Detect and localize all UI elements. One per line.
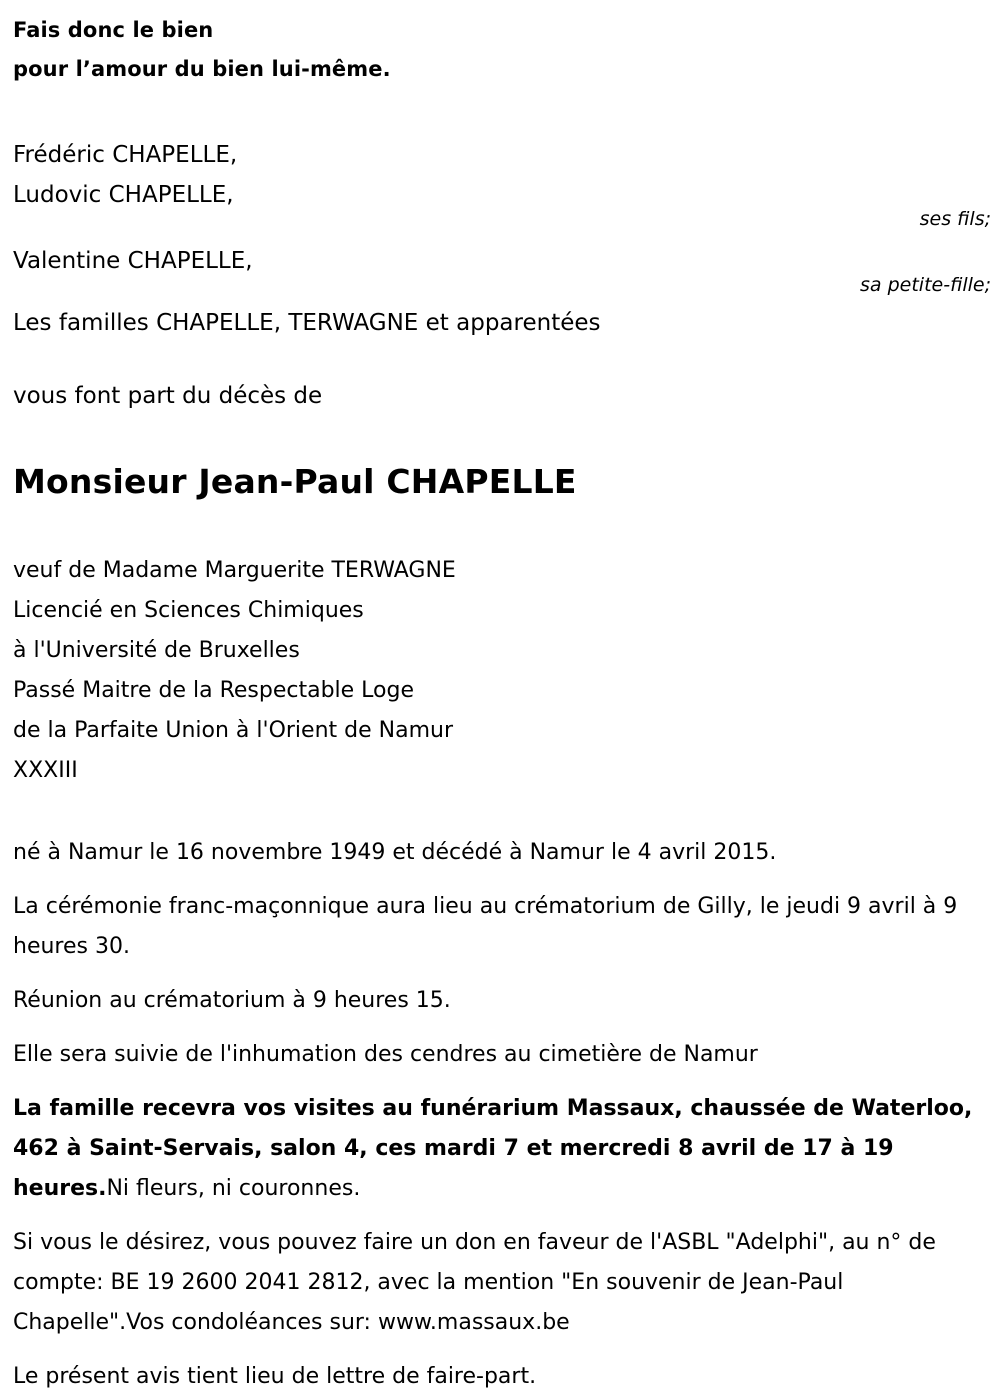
- closing-paragraph: Le présent avis tient lieu de lettre de faire-part.: [13, 1364, 537, 1389]
- biography-line-lodge-name: de la Parfaite Union à l'Orient de Namur: [13, 718, 453, 743]
- no-flowers-text: Ni fleurs, ni couronnes.: [106, 1176, 361, 1201]
- burial-paragraph: Elle sera suivie de l'inhumation des cendres au cimetière de Namur: [13, 1042, 758, 1067]
- biography-line-widower: veuf de Madame Marguerite TERWAGNE: [13, 558, 456, 583]
- deceased-name: Monsieur Jean-Paul CHAPELLE: [13, 462, 577, 501]
- survivors-block: [0, 138, 1000, 296]
- survivor-name-frederic: Frédéric CHAPELLE,: [13, 142, 238, 168]
- survivor-row-frederic: [0, 138, 1000, 178]
- survivor-row-ludovic: [0, 178, 1000, 230]
- survivor-name-valentine: Valentine CHAPELLE,: [13, 248, 253, 274]
- families-line: Les familles CHAPELLE, TERWAGNE et apparentées: [13, 310, 601, 336]
- gathering-paragraph: Réunion au crématorium à 9 heures 15.: [13, 988, 451, 1013]
- details-block: [13, 833, 981, 1397]
- biography-line-degree: Licencié en Sciences Chimiques: [13, 598, 364, 623]
- epigraph: [13, 11, 913, 89]
- announcement-intro: vous font part du décès de: [13, 383, 323, 409]
- biography-line-university: à l'Université de Bruxelles: [13, 638, 300, 663]
- survivor-relation-granddaughter: sa petite-fille;: [860, 274, 991, 296]
- survivor-relation-sons: ses fils;: [919, 208, 991, 230]
- epigraph-line-2: pour l’amour du bien lui-même.: [13, 57, 391, 81]
- biography-block: [13, 551, 913, 791]
- epigraph-line-1: Fais donc le bien: [13, 18, 214, 42]
- survivor-name-ludovic: Ludovic CHAPELLE,: [13, 182, 234, 208]
- visits-paragraph: [13, 1089, 981, 1209]
- biography-line-lodge-title: Passé Maitre de la Respectable Loge: [13, 678, 415, 703]
- biography-line-degree-rank: XXXIII: [13, 758, 78, 783]
- ceremony-paragraph: La cérémonie franc-maçonnique aura lieu au crématorium de Gilly, le jeudi 9 avril à 9 heures 30.: [13, 894, 958, 959]
- survivor-row-valentine: [0, 244, 1000, 296]
- donation-paragraph: Si vous le désirez, vous pouvez faire un don en faveur de l'ASBL "Adelphi", au n° de compte: BE 19 2600 2041 2812, avec la mention "En souvenir de Jean-Paul Chapelle".Vos condoléances sur: www.massaux.be: [13, 1230, 936, 1335]
- visits-bold-text: La famille recevra vos visites au funérarium Massaux, chaussée de Waterloo, 462 à Saint-Servais, salon 4, ces mardi 7 et mercredi 8 avril de 17 à 19 heures.: [13, 1096, 973, 1201]
- birth-death-paragraph: né à Namur le 16 novembre 1949 et décédé à Namur le 4 avril 2015.: [13, 840, 777, 865]
